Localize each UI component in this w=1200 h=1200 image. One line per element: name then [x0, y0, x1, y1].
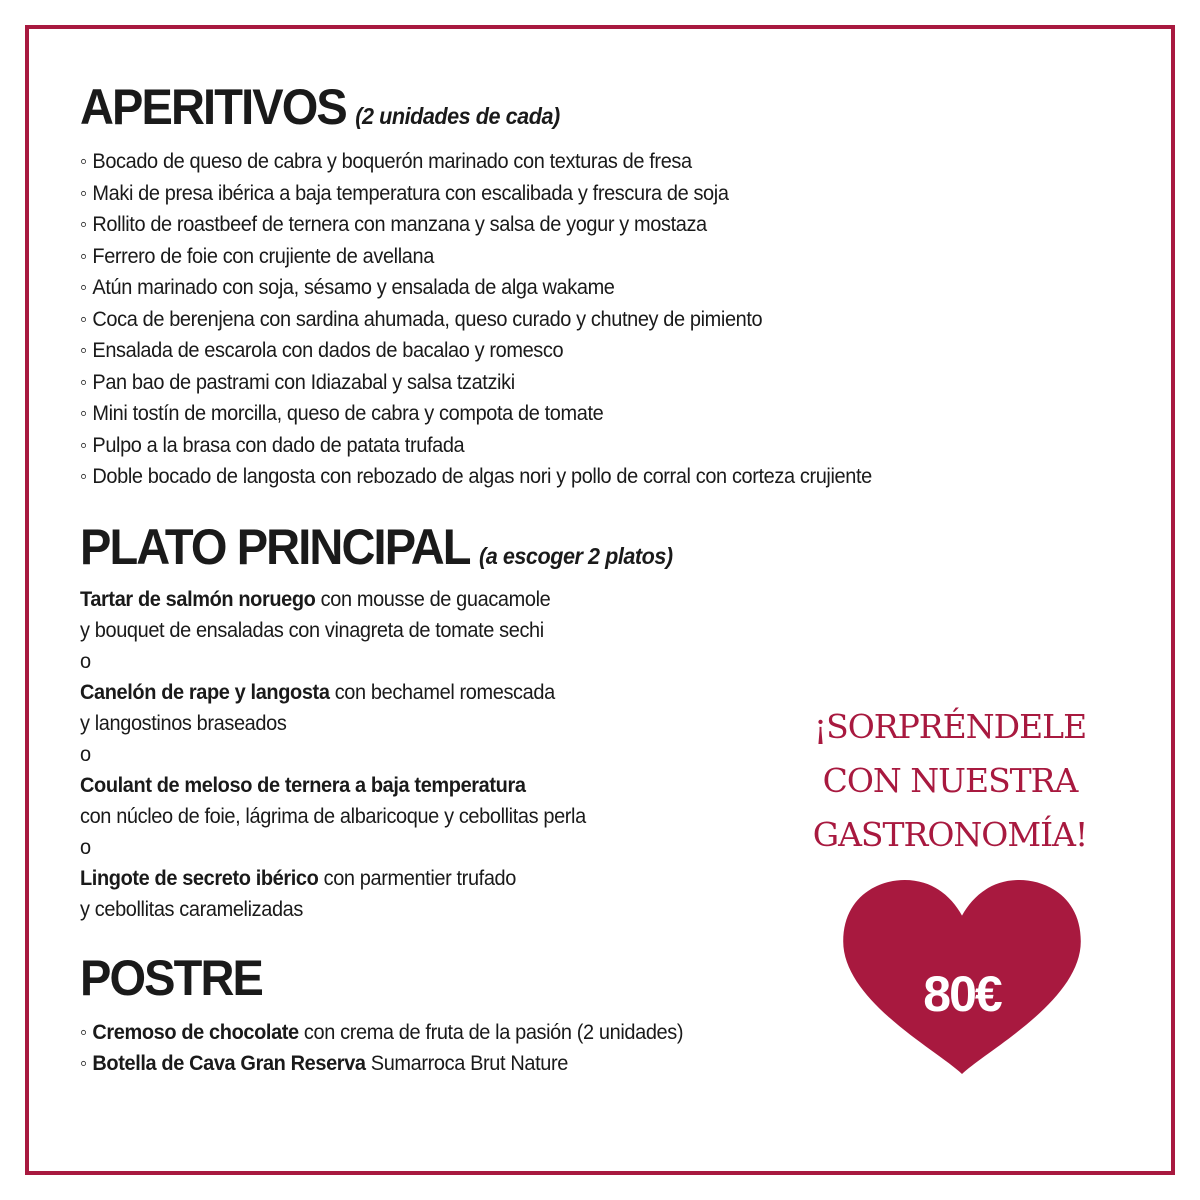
list-item	[80, 209, 973, 241]
plato-principal-heading	[80, 518, 964, 575]
list-item	[80, 335, 973, 367]
item-text: Mini tostín de morcilla, queso de cabra y compota de tomate	[92, 402, 604, 425]
bullet: ◦	[80, 402, 87, 425]
dish-name: Tartar de salmón noruego	[80, 587, 316, 611]
dish-name: Lingote de secreto ibérico	[80, 866, 319, 890]
dish-name: Canelón de rape y langosta	[80, 680, 330, 704]
dish-name: Coulant de meloso de ternera a baja temperatura	[80, 773, 526, 797]
bullet: ◦	[80, 276, 87, 299]
dish-detail: con bechamel romescada	[329, 680, 555, 704]
item-text: Pulpo a la brasa con dado de patata trufada	[92, 433, 465, 457]
bullet: ◦	[80, 1020, 87, 1044]
plato-principal-title: PLATO PRINCIPAL	[80, 518, 470, 575]
aperitivos-heading	[80, 79, 964, 135]
dessert-name: Cremoso de chocolate	[92, 1020, 299, 1044]
dish-detail: y bouquet de ensaladas con vinagreta de tomate sechi	[80, 618, 544, 642]
promo-line: ¡SORPRÉNDELE	[813, 707, 1087, 746]
postre-title: POSTRE	[80, 949, 262, 1006]
bullet: ◦	[80, 244, 87, 268]
aperitivos-list	[80, 146, 1020, 493]
item-text: Doble bocado de langosta con rebozado de algas nori y pollo de corral con corteza crujiente	[92, 465, 872, 488]
dessert-detail: con crema de fruta de la pasión (2 unidades)	[298, 1020, 684, 1044]
item-text: Rollito de roastbeef de ternera con manzana y salsa de yogur y mostaza	[92, 213, 707, 236]
item-text: Ensalada de escarola con dados de bacalao y romesco	[92, 339, 564, 362]
bullet: ◦	[80, 433, 87, 457]
item-text: Atún marinado con soja, sésamo y ensalada de alga wakame	[92, 276, 615, 299]
bullet: ◦	[80, 181, 87, 205]
list-item	[80, 146, 973, 178]
list-item	[80, 178, 973, 210]
aperitivos-subtitle: (2 unidades de cada)	[355, 103, 560, 129]
dish-line	[80, 584, 973, 615]
bullet: ◦	[80, 1052, 87, 1075]
bullet: ◦	[80, 213, 87, 236]
list-item	[80, 461, 973, 493]
item-text: Coca de berenjena con sardina ahumada, queso curado y chutney de pimiento	[92, 307, 763, 331]
plato-principal-subtitle: (a escoger 2 platos)	[479, 542, 673, 569]
list-item	[80, 304, 973, 336]
promo-line: CON NUESTRA	[822, 761, 1078, 800]
item-text: Pan bao de pastrami con Idiazabal y salsa tzatziki	[92, 370, 515, 394]
bullet: ◦	[80, 465, 87, 488]
dessert-detail: Sumarroca Brut Nature	[365, 1052, 568, 1075]
dish-detail: con núcleo de foie, lágrima de albaricoque y cebollitas perla	[80, 804, 586, 828]
bullet: ◦	[80, 150, 87, 173]
aperitivos-title: APERITIVOS	[80, 79, 346, 135]
postre-heading	[80, 949, 964, 1006]
bullet: ◦	[80, 339, 87, 362]
list-item	[80, 272, 973, 304]
dish-separator: o	[80, 742, 91, 766]
dessert-name: Botella de Cava Gran Reserva	[92, 1052, 366, 1075]
list-item	[80, 398, 973, 430]
dish-detail: con mousse de guacamole	[315, 587, 551, 611]
promo-text	[800, 700, 1100, 862]
list-item	[80, 430, 973, 462]
dish-detail: y langostinos braseados	[80, 711, 287, 735]
dish-line	[80, 863, 973, 894]
dish-separator: o	[80, 649, 91, 673]
dish-detail: y cebollitas caramelizadas	[80, 897, 303, 921]
list-item	[80, 367, 973, 399]
item-text: Maki de presa ibérica a baja temperatura con escalibada y frescura de soja	[92, 181, 729, 205]
list-item	[80, 1017, 973, 1049]
dish-detail: con parmentier trufado	[318, 866, 516, 890]
bullet: ◦	[80, 370, 87, 394]
dish-line	[80, 894, 973, 925]
price-label: 80€	[923, 966, 1001, 1022]
dish-separator: o	[80, 835, 91, 859]
bullet: ◦	[80, 307, 87, 331]
item-text: Bocado de queso de cabra y boquerón marinado con texturas de fresa	[92, 150, 692, 173]
promo-line: GASTRONOMÍA!	[812, 815, 1088, 854]
list-item	[80, 241, 973, 273]
dish-line	[80, 615, 973, 646]
list-item	[80, 1048, 973, 1080]
item-text: Ferrero de foie con crujiente de avellana	[92, 244, 434, 268]
